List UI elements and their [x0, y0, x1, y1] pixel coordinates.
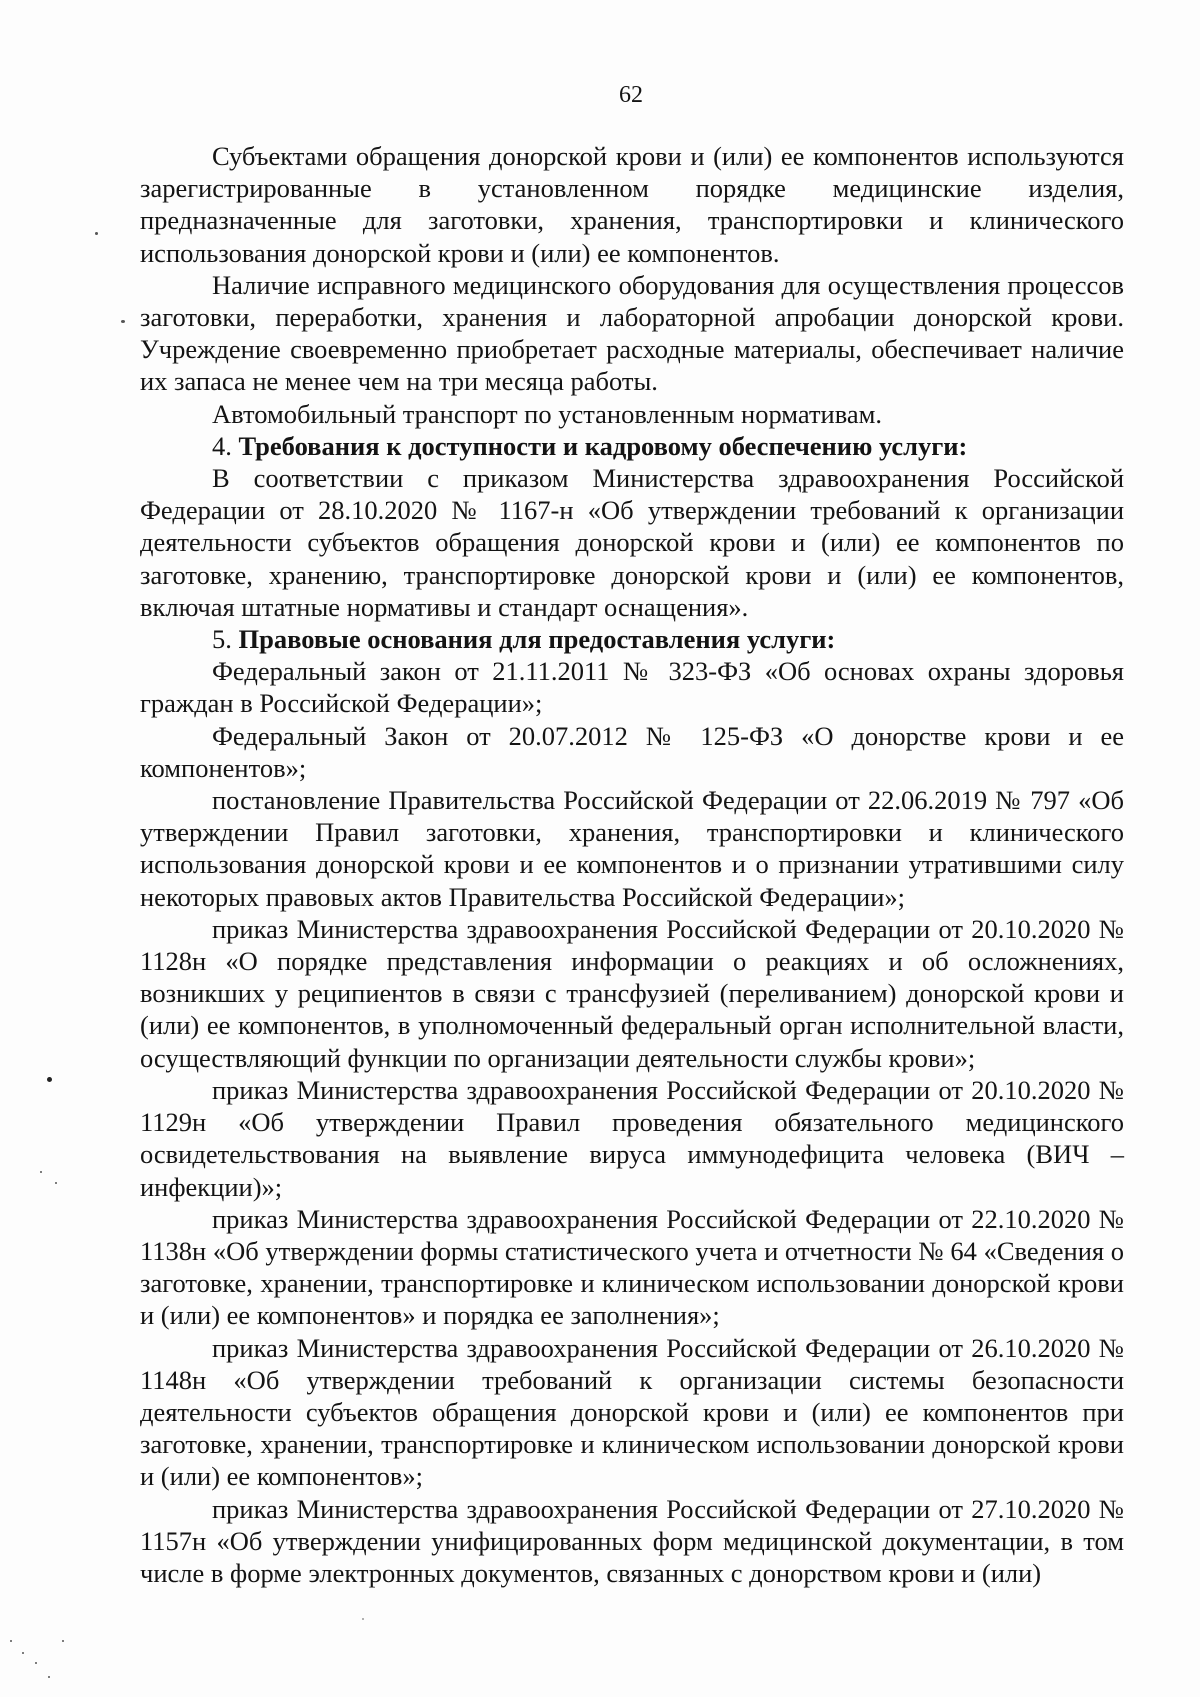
scan-speck — [40, 1171, 42, 1173]
body-text — [140, 140, 1124, 1589]
paragraph-equipment: Наличие исправного медицинского оборудования для осуществления процессов заготовки, переработки, хранения и лабораторной апробации донорской крови. Учреждение своевременно приобретает расходные материалы, обеспечивает наличие их запаса не менее чем на три месяца работы. — [140, 269, 1124, 397]
legal-basis-item-1: Федеральный закон от 21.11.2011 № 323-ФЗ «Об основах охраны здоровья граждан в Российской Федерации»; — [140, 656, 1124, 719]
paragraph-staffing-order: В соответствии с приказом Министерства здравоохранения Российской Федерации от 28.10.2020 № 1167-н «Об утверждении требований к организации деятельности субъектов обращения донорской крови и (или) ее компонентов по заготовке, хранению, транспортировке донорской крови и (или) ее компонентов, включая штатные нормативы и стандарт оснащения». — [140, 463, 1124, 622]
paragraph-transport: Автомобильный транспорт по установленным нормативам. — [212, 398, 883, 429]
legal-basis-item-4: приказ Министерства здравоохранения Российской Федерации от 20.10.2020 № 1128н «О порядке представления информации о реакциях и об осложнениях, возникших у реципиентов в связи с трансфузией (переливанием) донорской крови и (или) ее компонентов, в уполномоченный федеральный орган исполнительной власти, осуществляющий функции по организации деятельности службы крови»; — [140, 913, 1124, 1073]
section-title-4: Требования к доступности и кадровому обеспечению услуги: — [238, 430, 968, 461]
scan-speck — [55, 1182, 57, 1184]
section-heading-4 — [140, 430, 1124, 462]
legal-basis-item-2: Федеральный Закон от 20.07.2012 № 125-ФЗ «О донорстве крови и ее компонентов»; — [140, 720, 1124, 783]
scan-speck — [62, 1640, 64, 1642]
scan-speck — [362, 1618, 364, 1620]
section-title-5: Правовые основания для предоставления услуги: — [238, 624, 836, 655]
scan-speck — [121, 320, 125, 323]
scan-speck — [10, 1640, 12, 1642]
legal-basis-item-6: приказ Министерства здравоохранения Российской Федерации от 22.10.2020 № 1138н «Об утверждении формы статистического учета и отчетности № 64 «Сведения о заготовке, хранении, транспортировке и клиническом использовании донорской крови и (или) ее компонентов» и порядка ее заполнения»; — [140, 1203, 1124, 1331]
scan-speck — [22, 1652, 24, 1654]
section-number-4: 4. — [212, 430, 239, 461]
paragraph-medical-devices: Субъектами обращения донорской крови и (или) ее компонентов используются зарегистрированные в установленном порядке медицинские изделия, предназначенные для заготовки, хранения, транспортировки и клинического использования донорской крови и (или) ее компонентов. — [140, 141, 1124, 268]
legal-basis-item-3: постановление Правительства Российской Федерации от 22.06.2019 № 797 «Об утверждении Правил заготовки, хранения, транспортировки и клинического использования донорской крови и ее компонентов и о признании утратившими силу некоторых правовых актов Правительства Российской Федерации»; — [140, 785, 1124, 912]
legal-basis-item-5: приказ Министерства здравоохранения Российской Федерации от 20.10.2020 № 1129н «Об утверждении Правил проведения обязательного медицинского освидетельствования на выявление вируса иммунодефицита человека (ВИЧ – инфекции)»; — [140, 1074, 1124, 1202]
scan-speck — [95, 232, 98, 235]
scan-speck — [47, 1077, 52, 1082]
scan-speck — [48, 1676, 50, 1678]
section-number-5: 5. — [212, 624, 239, 655]
legal-basis-item-8: приказ Министерства здравоохранения Российской Федерации от 27.10.2020 № 1157н «Об утверждении унифицированных форм медицинской документации, в том числе в форме электронных документов, связанных с донорством крови и (или) — [140, 1493, 1124, 1588]
section-heading-5 — [140, 623, 1124, 655]
page-number: 62 — [619, 82, 643, 108]
scan-speck — [35, 1662, 37, 1664]
legal-basis-item-7: приказ Министерства здравоохранения Российской Федерации от 26.10.2020 № 1148н «Об утверждении требований к организации системы безопасности деятельности субъектов обращения донорской крови и (или) ее компонентов при заготовке, хранении, транспортировке и клиническом использовании донорской крови и (или) ее компонентов»; — [140, 1332, 1124, 1492]
